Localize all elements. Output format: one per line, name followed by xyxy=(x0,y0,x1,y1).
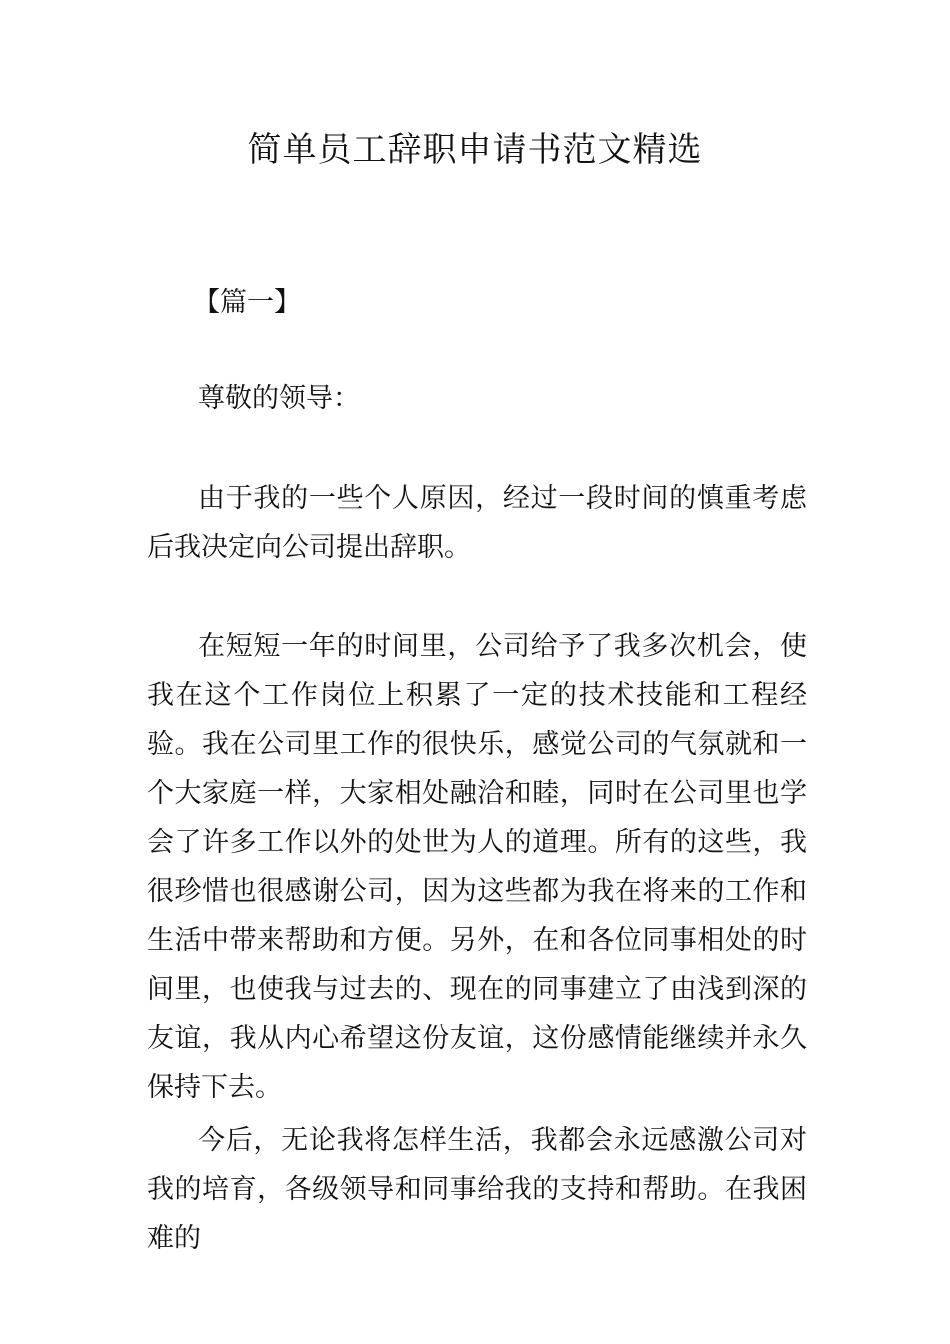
salutation: 尊敬的领导： xyxy=(198,383,360,414)
section-label: 【篇一】 xyxy=(193,287,301,318)
document-title: 简单员工辞职申请书范文精选 xyxy=(247,130,703,170)
paragraph-3: 今后，无论我将怎样生活，我都会永远感激公司对我的培育，各级领导和同事给我的支持和帮助。在我困难的 xyxy=(147,1125,807,1254)
paragraph-2: 在短短一年的时间里，公司给予了我多次机会，使我在这个工作岗位上积累了一定的技术技能和工程经验。我在公司里工作的很快乐，感觉公司的气氛就和一个大家庭一样，大家相处融洽和睦，同时在公司里也学会了许多工作以外的处世为人的道理。所有的这些，我很珍惜也很感谢公司，因为这些都为我在将来的工作和生活中带来帮助和方便。另外，在和各位同事相处的时间里，也使我与过去的、现在的同事建立了由浅到深的友谊，我从内心希望这份友谊，这份感情能继续并永久保持下去。 xyxy=(147,631,807,1103)
paragraph-1: 由于我的一些个人原因，经过一段时间的慎重考虑后我决定向公司提出辞职。 xyxy=(147,483,807,563)
